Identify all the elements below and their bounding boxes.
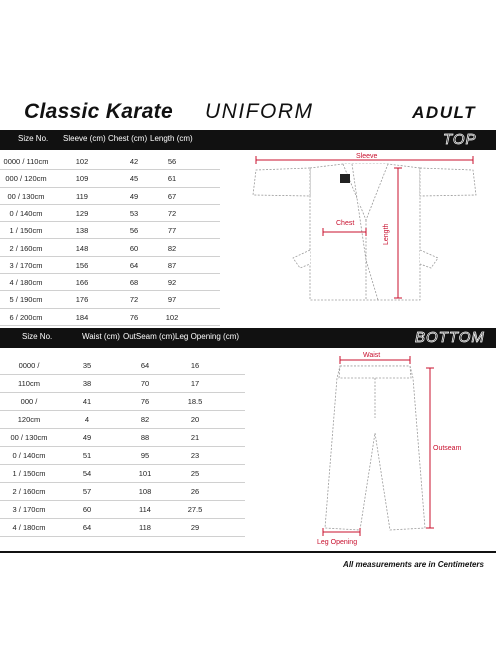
sleeve-cell: 148 [75, 243, 89, 253]
sleeve-label: Sleeve [356, 153, 378, 160]
top-table-row [0, 256, 220, 274]
waist-cell: 38 [82, 379, 92, 388]
waist-cell: 64 [82, 523, 92, 532]
top-col-sleeve: Sleeve (cm) [63, 134, 106, 143]
audience-label: ADULT [412, 103, 476, 122]
waist-cell: 4 [84, 415, 90, 424]
bottom-col-size: Size No. [22, 332, 53, 341]
size-cell: 00 / 130cm [7, 191, 45, 201]
chest-cell: 53 [129, 208, 139, 218]
chest-cell: 45 [129, 174, 139, 184]
bottom-col-outseam: OutSeam (cm) [123, 332, 176, 341]
leg-opening-cell: 21 [190, 433, 200, 442]
size-cell: 2 / 160cm [12, 487, 46, 496]
size-cell: 3 / 170cm [12, 505, 46, 514]
length-cell: 77 [167, 226, 177, 236]
outseam-cell: 88 [140, 433, 150, 442]
size-cell: 2 / 160cm [9, 243, 43, 253]
bottom-table-row [0, 410, 245, 429]
bottom-table-row [0, 428, 245, 447]
leg-opening-cell: 23 [190, 451, 200, 460]
top-table-row [0, 221, 220, 239]
jacket-belt-tie-right [420, 250, 438, 268]
top-header-bar [0, 130, 496, 150]
waist-cell: 60 [82, 505, 92, 514]
footer-divider [0, 551, 496, 553]
sleeve-cell: 184 [75, 312, 89, 322]
waist-cell: 49 [82, 433, 92, 442]
top-table-row [0, 239, 220, 257]
waist-cell: 57 [82, 487, 92, 496]
chest-cell: 72 [129, 295, 139, 305]
top-table-row [0, 152, 220, 170]
leg-opening-cell: 16 [190, 361, 200, 370]
bottom-col-leg-opening: Leg Opening (cm) [175, 332, 240, 341]
outseam-cell: 108 [138, 487, 152, 496]
bottom-table-row [0, 518, 245, 537]
size-cell: 0000 / 110cm [3, 157, 49, 166]
outseam-cell: 95 [140, 451, 150, 460]
length-cell: 72 [167, 208, 177, 218]
size-cell: 000 / [20, 397, 38, 406]
size-cell: 0 / 140cm [9, 208, 43, 218]
size-cell: 110cm [18, 379, 40, 388]
bottom-table-row [0, 356, 245, 375]
chest-label: Chest [336, 220, 355, 227]
leg-opening-cell: 17 [190, 379, 200, 388]
waist-cell: 41 [82, 397, 92, 406]
size-cell: 3 / 170cm [9, 260, 43, 270]
top-table-row [0, 204, 220, 222]
top-col-size: Size No. [18, 134, 49, 143]
size-cell: 0000 / [18, 361, 40, 370]
jacket-belt-tie-left [293, 250, 310, 268]
sleeve-cell: 166 [75, 278, 89, 288]
leg-opening-cell: 18.5 [187, 397, 203, 406]
size-cell: 6 / 200cm [9, 312, 43, 322]
outseam-cell: 70 [140, 379, 150, 388]
bottom-header-bar [0, 328, 496, 348]
bottom-table-row [0, 392, 245, 411]
top-table-row [0, 273, 220, 291]
outseam-cell: 64 [140, 361, 150, 370]
chest-cell: 56 [129, 226, 139, 236]
jacket-right-sleeve [420, 168, 476, 196]
top-table-row [0, 308, 220, 326]
size-cell: 00 / 130cm [10, 433, 48, 442]
waist-cell: 54 [82, 469, 92, 478]
outseam-cell: 101 [138, 469, 152, 478]
length-label: Length [383, 223, 390, 245]
pants-body [325, 366, 425, 530]
waist-label: Waist [363, 352, 381, 359]
outseam-cell: 76 [140, 397, 150, 406]
jacket-left-sleeve [253, 168, 310, 196]
waist-cell: 35 [82, 361, 92, 370]
top-table-row [0, 290, 220, 308]
chest-cell: 68 [129, 278, 139, 288]
outseam-cell: 118 [139, 523, 151, 532]
footer-note: All measurements are in Centimeters [343, 560, 484, 569]
sleeve-cell: 156 [75, 260, 89, 270]
jacket-diagram [248, 150, 483, 305]
length-cell: 102 [165, 312, 179, 322]
length-cell: 92 [167, 278, 177, 288]
size-cell: 4 / 180cm [12, 523, 46, 532]
length-cell: 67 [167, 191, 177, 201]
sleeve-cell: 102 [75, 157, 89, 166]
title-bold: Classic Karate [24, 100, 173, 123]
size-cell: 4 / 180cm [9, 278, 43, 288]
waist-cell: 51 [82, 451, 92, 460]
length-cell: 61 [167, 174, 177, 184]
bottom-table-row [0, 464, 245, 483]
pants-waistband [339, 366, 411, 378]
title-light: UNIFORM [205, 100, 314, 123]
top-table-row [0, 169, 220, 187]
brand-logo-icon [340, 174, 350, 183]
sleeve-cell: 119 [76, 191, 88, 201]
top-table-row [0, 187, 220, 205]
chest-cell: 60 [129, 243, 139, 253]
leg-opening-cell: 20 [190, 415, 200, 424]
bottom-col-waist: Waist (cm) [82, 332, 120, 341]
length-cell: 97 [167, 295, 177, 305]
size-cell: 120cm [17, 415, 41, 424]
bottom-table-row [0, 500, 245, 519]
sleeve-cell: 176 [75, 295, 89, 305]
chest-cell: 64 [129, 260, 139, 270]
pants-diagram [305, 348, 480, 548]
sleeve-cell: 129 [75, 208, 89, 218]
bottom-table-row [0, 374, 245, 393]
sleeve-cell: 109 [75, 174, 89, 184]
leg-opening-cell: 25 [190, 469, 200, 478]
top-section-label: TOP [443, 131, 477, 148]
chest-cell: 49 [129, 191, 139, 201]
sleeve-cell: 138 [75, 226, 89, 236]
chest-cell: 76 [129, 312, 139, 322]
bottom-table-row [0, 482, 245, 501]
leg-opening-cell: 29 [190, 523, 200, 532]
top-col-chest: Chest (cm) [108, 134, 148, 143]
length-cell: 87 [167, 260, 177, 270]
outseam-cell: 114 [139, 505, 151, 514]
outseam-label: Outseam [433, 445, 462, 452]
size-cell: 0 / 140cm [12, 451, 46, 460]
bottom-table-row [0, 446, 245, 465]
bottom-section-label: BOTTOM [415, 329, 485, 346]
size-cell: 000 / 120cm [5, 174, 47, 184]
size-cell: 1 / 150cm [12, 469, 46, 478]
size-cell: 5 / 190cm [9, 295, 43, 305]
length-cell: 82 [167, 243, 177, 253]
length-cell: 56 [167, 157, 177, 166]
chest-cell: 42 [129, 157, 139, 166]
leg-opening-cell: 27.5 [187, 505, 203, 514]
leg-opening-cell: 26 [190, 487, 200, 496]
outseam-cell: 82 [140, 415, 150, 424]
leg-opening-label: Leg Opening [317, 539, 358, 546]
top-col-length: Length (cm) [150, 134, 193, 143]
size-cell: 1 / 150cm [9, 226, 43, 236]
